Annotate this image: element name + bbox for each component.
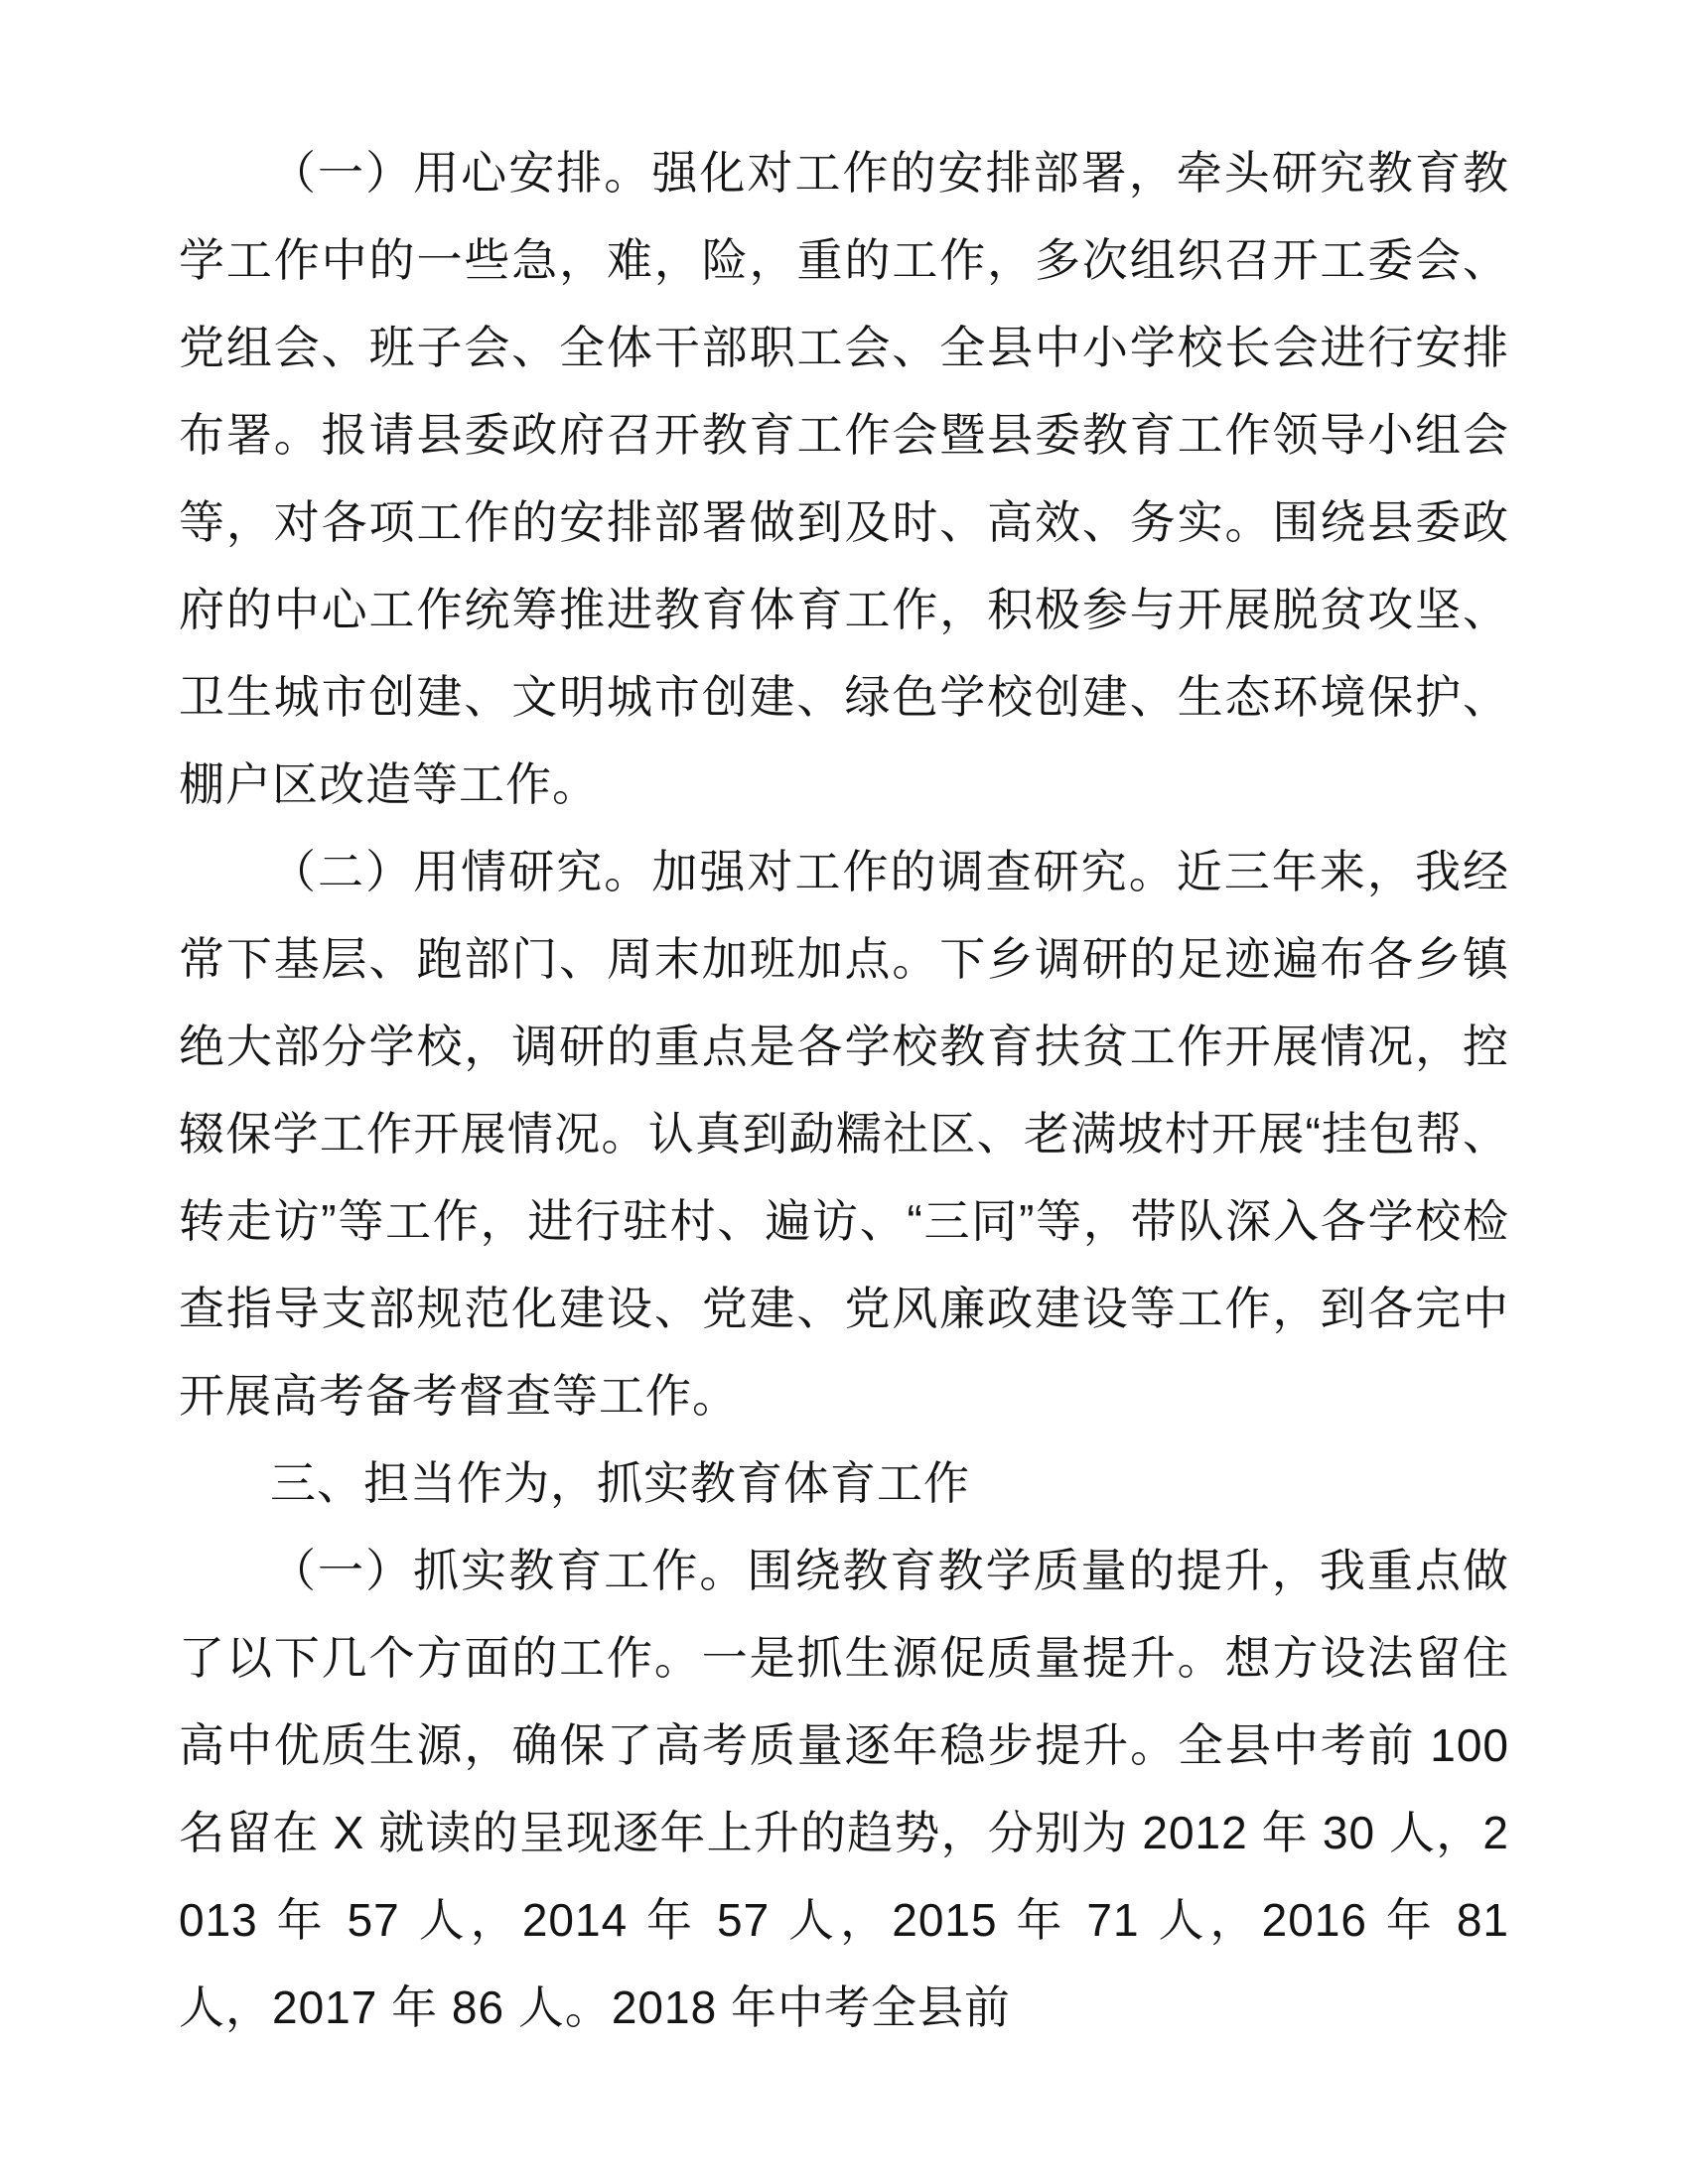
- paragraph-research: （二）用情研究。加强对工作的调查研究。近三年来，我经常下基层、跑部门、周末加班加点。下乡调研的足迹遍布各乡镇绝大部分学校，调研的重点是各学校教育扶贫工作开展情况，控辍保学工作开展情况。认真到勐糯社区、老满坡村开展“挂包帮、转走访”等工作，进行驻村、遍访、“三同”等，带队深入各学校检查指导支部规范化建设、党建、党风廉政建设等工作，到各完中开展高考备考督查等工作。: [179, 846, 1509, 1422]
- paragraph-education-work: （一）抓实教育工作。围绕教育教学质量的提升，我重点做了以下几个方面的工作。一是抓生源促质量提升。想方设法留住高中优质生源，确保了高考质量逐年稳步提升。全县中考前 100 名留在 X 就读的呈现逐年上升的趋势，分别为 2012 年 30 人，2013 年 57 人，2014 年 57 人，2015 年 71 人，2016 年 81 人，2017 年 86 人。2018 年中考全县前: [179, 1545, 1509, 2033]
- paragraph-arrangement: （一）用心安排。强化对工作的安排部署，牵头研究教育教学工作中的一些急，难，险，重的工作，多次组织召开工委会、党组会、班子会、全体干部职工会、全县中小学校长会进行安排布署。报请县委政府召开教育工作会暨县委教育工作领导小组会等，对各项工作的安排部署做到及时、高效、务实。围绕县委政府的中心工作统筹推进教育体育工作，积极参与开展脱贫攻坚、卫生城市创建、文明城市创建、绿色学校创建、生态环境保护、棚户区改造等工作。: [179, 147, 1509, 810]
- section-heading: 三、担当作为，抓实教育体育工作: [270, 1457, 970, 1509]
